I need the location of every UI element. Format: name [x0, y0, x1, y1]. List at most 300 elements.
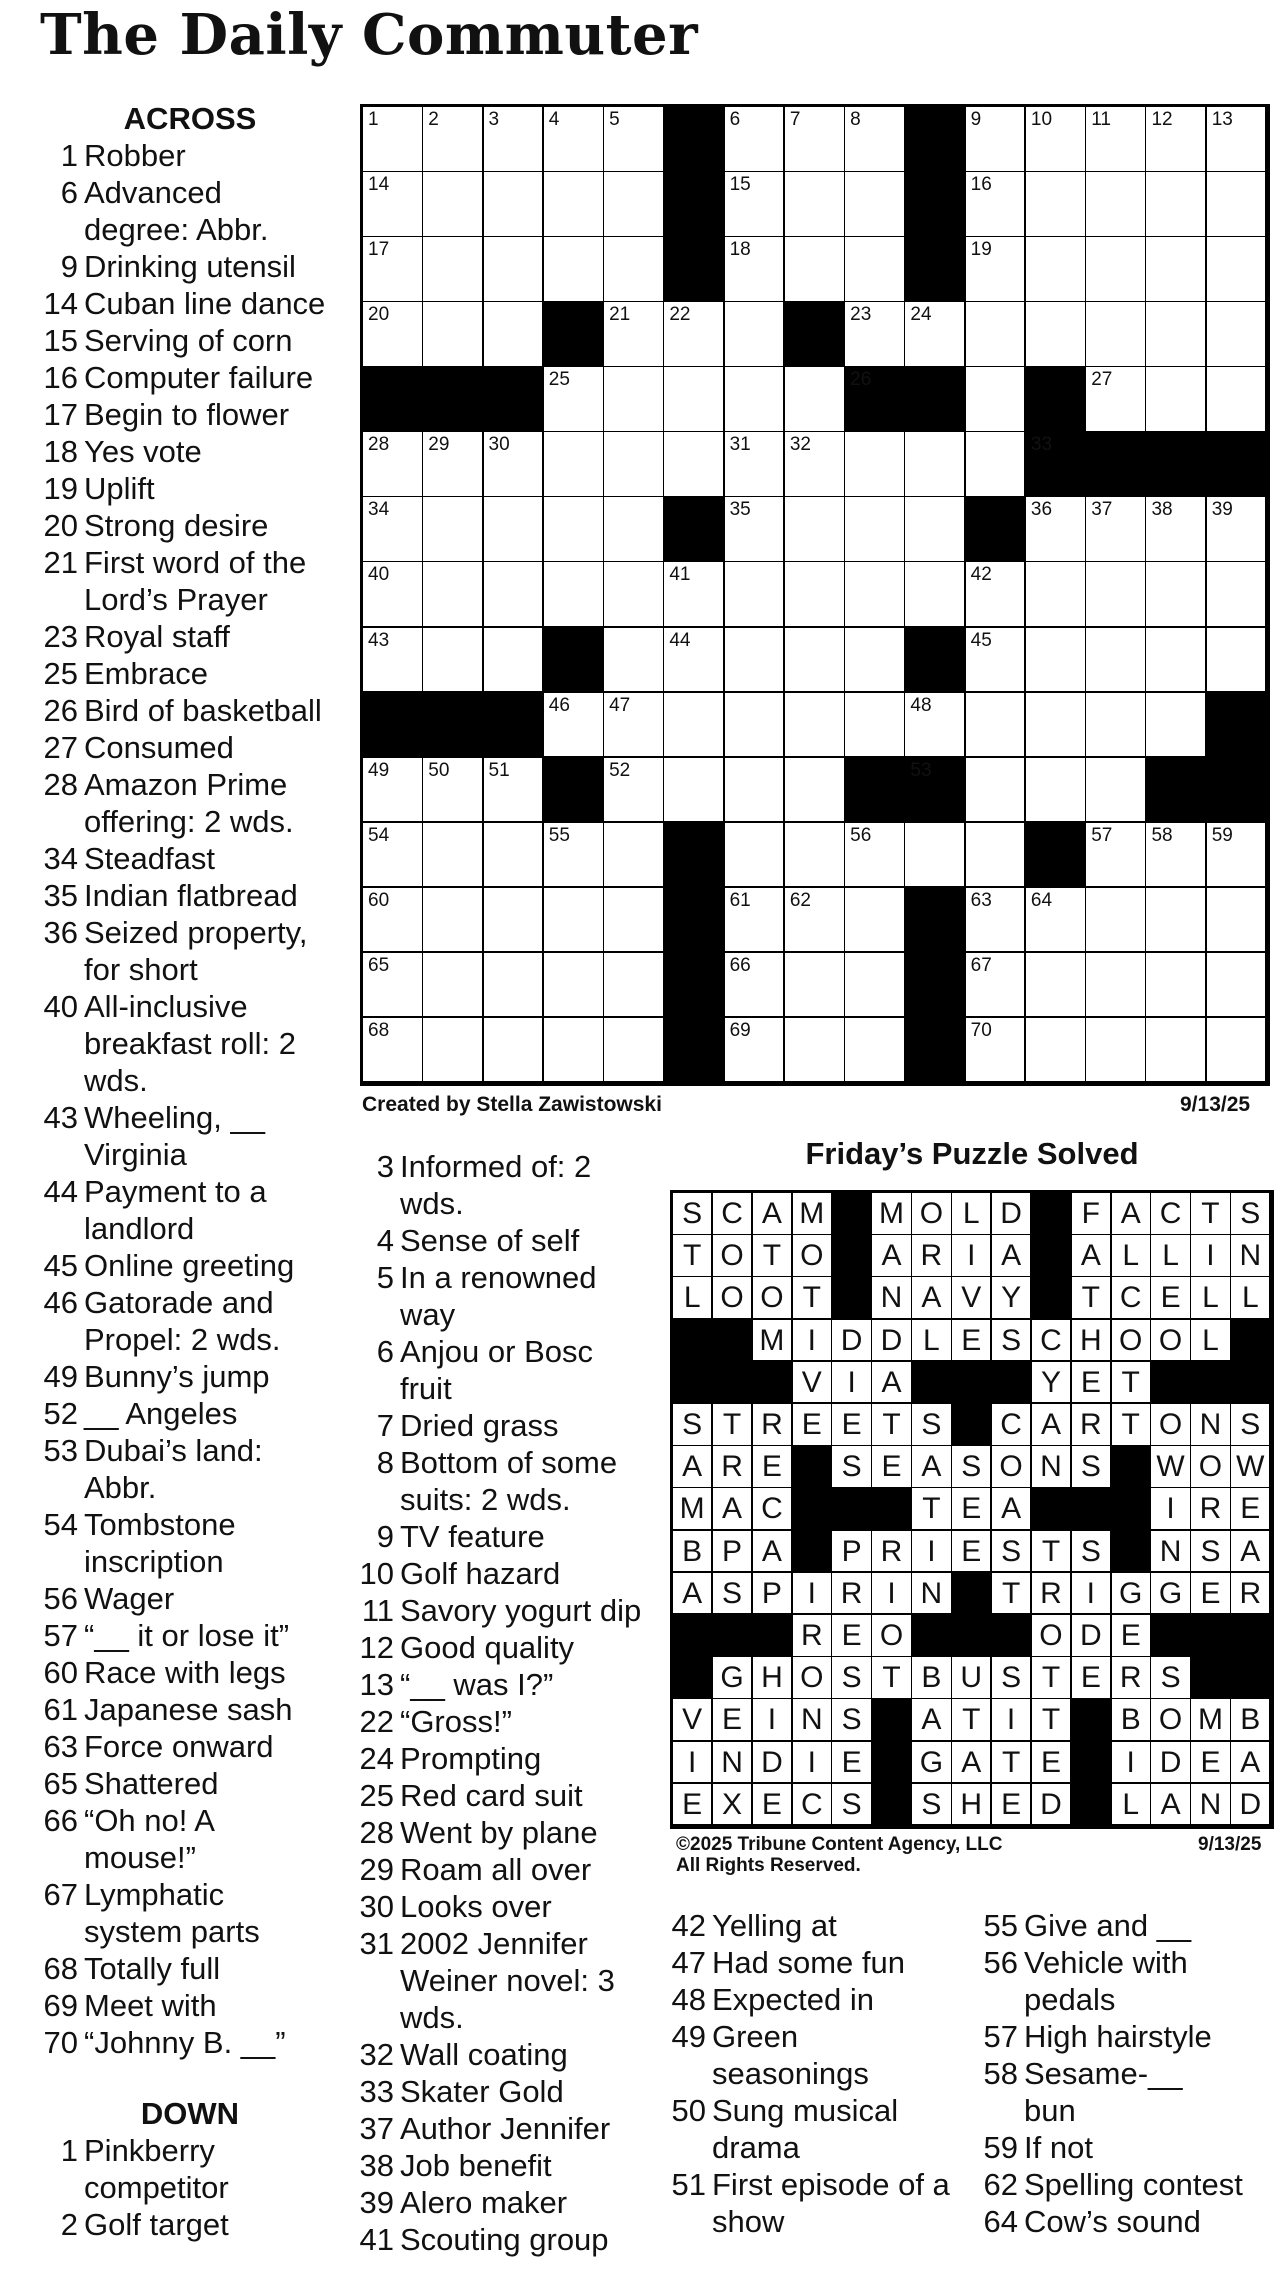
grid-cell[interactable] [1146, 888, 1207, 954]
cell-number: 25 [548, 369, 570, 391]
clue-number: 67 [43, 1877, 78, 1912]
grid-cell[interactable] [363, 953, 424, 1019]
grid-cell[interactable] [785, 367, 846, 433]
grid-cell[interactable] [785, 628, 846, 694]
grid-cell[interactable] [484, 107, 545, 173]
grid-cell[interactable] [725, 107, 786, 173]
solution-letter: F [1072, 1193, 1112, 1236]
solution-letter: E [1032, 1742, 1072, 1785]
clue-down_col1-2 [40, 2206, 340, 2243]
grid-cell[interactable] [1026, 562, 1087, 628]
grid-cell[interactable] [604, 888, 665, 954]
solution-letter: E [832, 1615, 872, 1658]
grid-cell[interactable] [725, 758, 786, 824]
clue-text-line: Sesame-__ [1024, 2056, 1183, 2091]
grid-cell[interactable] [1026, 302, 1087, 368]
solution-black-square [673, 1615, 713, 1658]
clue-number: 32 [359, 2037, 394, 2072]
cell-number: 45 [970, 629, 992, 651]
grid-cell[interactable] [1146, 497, 1207, 563]
grid-cell[interactable] [785, 953, 846, 1019]
clue-text-line: If not [1024, 2130, 1093, 2165]
grid-cell[interactable] [725, 172, 786, 238]
grid-cell[interactable] [725, 1018, 786, 1084]
grid-cell[interactable] [423, 497, 484, 563]
clue-number: 34 [43, 841, 78, 876]
black-square [905, 888, 966, 954]
solution-letter: N [1191, 1784, 1231, 1827]
grid-cell[interactable] [785, 693, 846, 759]
clue-text-line: Shattered [84, 1766, 219, 1801]
grid-cell[interactable] [544, 367, 605, 433]
grid-cell[interactable] [1086, 823, 1147, 889]
grid-cell[interactable] [1207, 562, 1268, 628]
grid-cell[interactable] [785, 107, 846, 173]
grid-cell[interactable] [1207, 107, 1268, 173]
grid-cell[interactable] [785, 432, 846, 498]
solution-black-square [1231, 1657, 1271, 1700]
page-title: The Daily Commuter [40, 2, 699, 68]
solution-letter: E [793, 1404, 833, 1447]
grid-cell[interactable] [905, 693, 966, 759]
grid-cell[interactable] [604, 432, 665, 498]
clue-text-line: Force onward [84, 1729, 274, 1764]
grid-cell[interactable] [423, 237, 484, 303]
grid-cell[interactable] [1207, 953, 1268, 1019]
clue-across-67 [40, 1876, 340, 1950]
grid-cell[interactable] [966, 888, 1027, 954]
grid-cell[interactable] [1146, 1018, 1207, 1084]
clue-number: 59 [983, 2130, 1018, 2165]
grid-cell[interactable] [484, 172, 545, 238]
grid-cell[interactable] [1207, 1018, 1268, 1084]
grid-cell[interactable] [845, 302, 906, 368]
clue-down_col2-8 [356, 1444, 656, 1518]
grid-cell[interactable] [966, 628, 1027, 694]
grid-cell[interactable] [1026, 758, 1087, 824]
clue-number: 25 [43, 656, 78, 691]
grid-cell[interactable] [664, 758, 725, 824]
grid-cell[interactable] [725, 888, 786, 954]
grid-cell[interactable] [785, 823, 846, 889]
grid-cell[interactable] [484, 432, 545, 498]
grid-cell[interactable] [1086, 1018, 1147, 1084]
grid-cell[interactable] [484, 823, 545, 889]
solution-letter: I [1112, 1742, 1152, 1785]
clue-number: 28 [359, 1815, 394, 1850]
clue-text-line: Seized property, [84, 915, 308, 950]
grid-cell[interactable] [363, 497, 424, 563]
grid-cell[interactable] [966, 823, 1027, 889]
grid-cell[interactable] [1086, 237, 1147, 303]
grid-cell[interactable] [1086, 693, 1147, 759]
grid-cell[interactable] [966, 237, 1027, 303]
grid-cell[interactable] [1086, 562, 1147, 628]
grid-cell[interactable] [785, 237, 846, 303]
solution-letter: P [832, 1531, 872, 1574]
grid-cell[interactable] [544, 172, 605, 238]
grid-cell[interactable] [363, 107, 424, 173]
solution-grid [670, 1190, 1274, 1829]
clue-text-line: Weiner novel: 3 [400, 1963, 615, 1998]
black-square [664, 107, 725, 173]
grid-cell[interactable] [905, 432, 966, 498]
grid-cell[interactable] [905, 823, 966, 889]
solution-letter: D [832, 1320, 872, 1363]
grid-cell[interactable] [544, 432, 605, 498]
cell-number: 3 [488, 109, 500, 130]
solution-letter: E [713, 1699, 753, 1742]
solution-letter: T [1032, 1657, 1072, 1700]
solution-letter: Y [1032, 1362, 1072, 1405]
grid-cell[interactable] [1146, 823, 1207, 889]
grid-cell[interactable] [363, 758, 424, 824]
grid-cell[interactable] [1146, 237, 1207, 303]
grid-cell[interactable] [423, 432, 484, 498]
grid-cell[interactable] [423, 628, 484, 694]
grid-cell[interactable] [1207, 237, 1268, 303]
grid-cell[interactable] [785, 888, 846, 954]
grid-cell[interactable] [544, 888, 605, 954]
clue-text-line: fruit [400, 1371, 452, 1406]
grid-cell[interactable] [1086, 953, 1147, 1019]
solution-letter: E [1191, 1742, 1231, 1785]
solution-black-square [1112, 1488, 1152, 1531]
solution-letter: C [1112, 1277, 1152, 1320]
grid-cell[interactable] [484, 302, 545, 368]
grid-cell[interactable] [1207, 172, 1268, 238]
grid-cell[interactable] [1086, 107, 1147, 173]
grid-cell[interactable] [664, 628, 725, 694]
clue-text-line: High hairstyle [1024, 2019, 1212, 2054]
clue-across-46 [40, 1284, 340, 1358]
clue-across-54 [40, 1506, 340, 1580]
grid-cell[interactable] [1146, 953, 1207, 1019]
grid-cell[interactable] [363, 823, 424, 889]
grid-cell[interactable] [845, 628, 906, 694]
grid-cell[interactable] [604, 172, 665, 238]
clue-text-line: Prompting [400, 1741, 542, 1776]
grid-cell[interactable] [785, 562, 846, 628]
grid-cell[interactable] [604, 823, 665, 889]
solution-letter: S [1231, 1404, 1271, 1447]
clue-number: 20 [43, 508, 78, 543]
grid-cell[interactable] [484, 953, 545, 1019]
solution-letter: D [1032, 1784, 1072, 1827]
solution-letter: I [832, 1362, 872, 1405]
grid-cell[interactable] [484, 497, 545, 563]
clue-text-line: Vehicle with [1024, 1945, 1188, 1980]
solution-letter: S [1072, 1446, 1112, 1489]
cell-number: 55 [548, 824, 570, 846]
grid-cell[interactable] [845, 432, 906, 498]
clue-text-line: Royal staff [84, 619, 230, 654]
grid-cell[interactable] [604, 1018, 665, 1084]
grid-cell[interactable] [544, 823, 605, 889]
puzzle-credit: Created by Stella Zawistowski [362, 1093, 662, 1116]
solution-black-square [713, 1615, 753, 1658]
grid-cell[interactable] [905, 497, 966, 563]
clue-text-line: Scouting group [400, 2222, 609, 2257]
grid-cell[interactable] [725, 367, 786, 433]
grid-cell[interactable] [725, 953, 786, 1019]
grid-cell[interactable] [604, 497, 665, 563]
grid-cell[interactable] [845, 823, 906, 889]
grid-cell[interactable] [966, 432, 1027, 498]
black-square [544, 302, 605, 368]
solution-letter: E [872, 1446, 912, 1489]
grid-cell[interactable] [1026, 953, 1087, 1019]
grid-cell[interactable] [1146, 693, 1207, 759]
cell-number: 37 [1091, 499, 1113, 521]
grid-cell[interactable] [1086, 497, 1147, 563]
solution-letter: N [1151, 1531, 1191, 1574]
grid-cell[interactable] [484, 888, 545, 954]
clue-number: 15 [43, 323, 78, 358]
solution-letter: M [872, 1193, 912, 1236]
grid-cell[interactable] [845, 497, 906, 563]
grid-cell[interactable] [664, 302, 725, 368]
clue-down_col2-12 [356, 1629, 656, 1666]
grid-cell[interactable] [604, 107, 665, 173]
cell-number: 31 [729, 434, 751, 456]
grid-cell[interactable] [1207, 367, 1268, 433]
grid-cell[interactable] [1207, 823, 1268, 889]
grid-cell[interactable] [966, 172, 1027, 238]
grid-cell[interactable] [966, 758, 1027, 824]
black-square [905, 628, 966, 694]
cell-number: 54 [368, 824, 390, 846]
grid-cell[interactable] [785, 758, 846, 824]
grid-cell[interactable] [1146, 628, 1207, 694]
grid-cell[interactable] [1086, 302, 1147, 368]
cell-number: 68 [368, 1019, 390, 1041]
grid-cell[interactable] [1207, 497, 1268, 563]
grid-cell[interactable] [905, 562, 966, 628]
grid-cell[interactable] [1026, 888, 1087, 954]
clue-number: 45 [43, 1248, 78, 1283]
down-clue-list-1 [40, 2132, 340, 2243]
grid-cell[interactable] [785, 497, 846, 563]
solution-letter: T [673, 1235, 713, 1278]
grid-cell[interactable] [966, 107, 1027, 173]
clue-text-line: Skater Gold [400, 2074, 564, 2109]
cell-number: 14 [368, 174, 390, 196]
solution-letter: E [1191, 1573, 1231, 1616]
cell-number: 24 [910, 304, 932, 326]
grid-cell[interactable] [423, 1018, 484, 1084]
grid-cell[interactable] [544, 953, 605, 1019]
solution-letter: O [872, 1615, 912, 1658]
clue-down_col2-4 [356, 1222, 656, 1259]
grid-cell[interactable] [966, 1018, 1027, 1084]
grid-cell[interactable] [1146, 172, 1207, 238]
grid-cell[interactable] [1207, 628, 1268, 694]
clue-number: 63 [43, 1729, 78, 1764]
grid-cell[interactable] [484, 758, 545, 824]
grid-cell[interactable] [664, 432, 725, 498]
clue-text-line: Begin to flower [84, 397, 290, 432]
grid-cell[interactable] [725, 497, 786, 563]
clue-number: 38 [359, 2148, 394, 2183]
cell-number: 43 [368, 629, 390, 651]
grid-cell[interactable] [363, 1018, 424, 1084]
grid-cell[interactable] [423, 562, 484, 628]
down-clue-list-4 [980, 1907, 1280, 2240]
grid-cell[interactable] [1026, 628, 1087, 694]
grid-cell[interactable] [423, 302, 484, 368]
grid-cell[interactable] [1026, 107, 1087, 173]
grid-cell[interactable] [363, 172, 424, 238]
grid-cell[interactable] [785, 172, 846, 238]
grid-cell[interactable] [604, 758, 665, 824]
solution-letter: L [1191, 1320, 1231, 1363]
grid-cell[interactable] [845, 107, 906, 173]
solution-black-square [673, 1362, 713, 1405]
grid-cell[interactable] [725, 693, 786, 759]
black-square [905, 367, 966, 433]
grid-cell[interactable] [544, 562, 605, 628]
grid-cell[interactable] [1026, 1018, 1087, 1084]
cell-number: 23 [850, 304, 872, 326]
grid-cell[interactable] [604, 302, 665, 368]
grid-cell[interactable] [363, 562, 424, 628]
grid-cell[interactable] [1086, 888, 1147, 954]
grid-cell[interactable] [664, 693, 725, 759]
clue-across-70 [40, 2024, 340, 2061]
clue-text-line: Expected in [712, 1982, 874, 2017]
black-square [363, 693, 424, 759]
grid-cell[interactable] [725, 237, 786, 303]
clue-across-49 [40, 1358, 340, 1395]
grid-cell[interactable] [363, 628, 424, 694]
grid-cell[interactable] [544, 107, 605, 173]
grid-cell[interactable] [1026, 497, 1087, 563]
grid-cell[interactable] [845, 172, 906, 238]
solution-black-square [952, 1573, 992, 1616]
grid-cell[interactable] [363, 237, 424, 303]
grid-cell[interactable] [604, 237, 665, 303]
clue-across-43 [40, 1099, 340, 1173]
grid-cell[interactable] [1146, 107, 1207, 173]
grid-cell[interactable] [725, 628, 786, 694]
grid-cell[interactable] [1086, 628, 1147, 694]
grid-cell[interactable] [363, 302, 424, 368]
cell-number: 1 [368, 109, 379, 130]
solution-letter: T [992, 1742, 1032, 1785]
grid-cell[interactable] [1146, 302, 1207, 368]
solution-black-square [872, 1488, 912, 1531]
grid-cell[interactable] [1026, 172, 1087, 238]
clue-down_col2-24 [356, 1740, 656, 1777]
grid-cell[interactable] [845, 562, 906, 628]
grid-cell[interactable] [544, 693, 605, 759]
grid-cell[interactable] [966, 562, 1027, 628]
grid-cell[interactable] [1086, 758, 1147, 824]
solution-letter: B [1112, 1699, 1152, 1742]
grid-cell[interactable] [604, 628, 665, 694]
grid-cell[interactable] [1026, 237, 1087, 303]
solution-black-square [713, 1320, 753, 1363]
grid-cell[interactable] [1207, 888, 1268, 954]
clue-down_col2-13 [356, 1666, 656, 1703]
clue-number: 49 [671, 2019, 706, 2054]
grid-cell[interactable] [1146, 562, 1207, 628]
grid-cell[interactable] [604, 562, 665, 628]
cell-number: 35 [729, 499, 751, 521]
grid-cell[interactable] [363, 888, 424, 954]
grid-cell[interactable] [664, 367, 725, 433]
solution-black-square [793, 1446, 833, 1489]
solution-letter: T [753, 1235, 793, 1278]
grid-cell[interactable] [1146, 367, 1207, 433]
grid-cell[interactable] [1026, 693, 1087, 759]
grid-cell[interactable] [725, 562, 786, 628]
grid-cell[interactable] [905, 302, 966, 368]
grid-cell[interactable] [423, 953, 484, 1019]
grid-cell[interactable] [544, 497, 605, 563]
grid-cell[interactable] [664, 562, 725, 628]
grid-cell[interactable] [604, 693, 665, 759]
grid-cell[interactable] [845, 693, 906, 759]
grid-cell[interactable] [725, 302, 786, 368]
grid-cell[interactable] [966, 367, 1027, 433]
clue-text-line: Anjou or Bosc [400, 1334, 593, 1369]
grid-cell[interactable] [423, 758, 484, 824]
grid-cell[interactable] [423, 888, 484, 954]
grid-cell[interactable] [484, 628, 545, 694]
grid-cell[interactable] [845, 1018, 906, 1084]
grid-cell[interactable] [423, 823, 484, 889]
clue-number: 50 [671, 2093, 706, 2128]
grid-cell[interactable] [484, 237, 545, 303]
cell-number: 20 [368, 304, 390, 326]
clue-text-line: Informed of: 2 [400, 1149, 592, 1184]
grid-cell[interactable] [604, 367, 665, 433]
black-square [484, 693, 545, 759]
grid-cell[interactable] [604, 953, 665, 1019]
clue-text-line: Cuban line dance [84, 286, 326, 321]
grid-cell[interactable] [966, 693, 1027, 759]
grid-cell[interactable] [484, 562, 545, 628]
clue-number: 30 [359, 1889, 394, 1924]
solution-letter: S [673, 1193, 713, 1236]
clue-text-line: 2002 Jennifer [400, 1926, 588, 1961]
grid-cell[interactable] [966, 953, 1027, 1019]
grid-cell[interactable] [423, 107, 484, 173]
clue-text-line: Japanese sash [84, 1692, 293, 1727]
grid-cell[interactable] [725, 823, 786, 889]
grid-cell[interactable] [544, 237, 605, 303]
black-square [905, 1018, 966, 1084]
grid-cell[interactable] [966, 302, 1027, 368]
grid-cell[interactable] [845, 237, 906, 303]
grid-cell[interactable] [363, 432, 424, 498]
grid-cell[interactable] [1207, 302, 1268, 368]
grid-cell[interactable] [544, 1018, 605, 1084]
grid-cell[interactable] [1086, 172, 1147, 238]
solution-black-square [753, 1362, 793, 1405]
grid-cell[interactable] [423, 172, 484, 238]
grid-cell[interactable] [845, 953, 906, 1019]
grid-cell[interactable] [845, 888, 906, 954]
grid-cell[interactable] [1086, 367, 1147, 433]
cell-number: 5 [609, 109, 620, 130]
grid-cell[interactable] [484, 1018, 545, 1084]
grid-cell[interactable] [725, 432, 786, 498]
black-square [664, 953, 725, 1019]
grid-cell[interactable] [785, 1018, 846, 1084]
